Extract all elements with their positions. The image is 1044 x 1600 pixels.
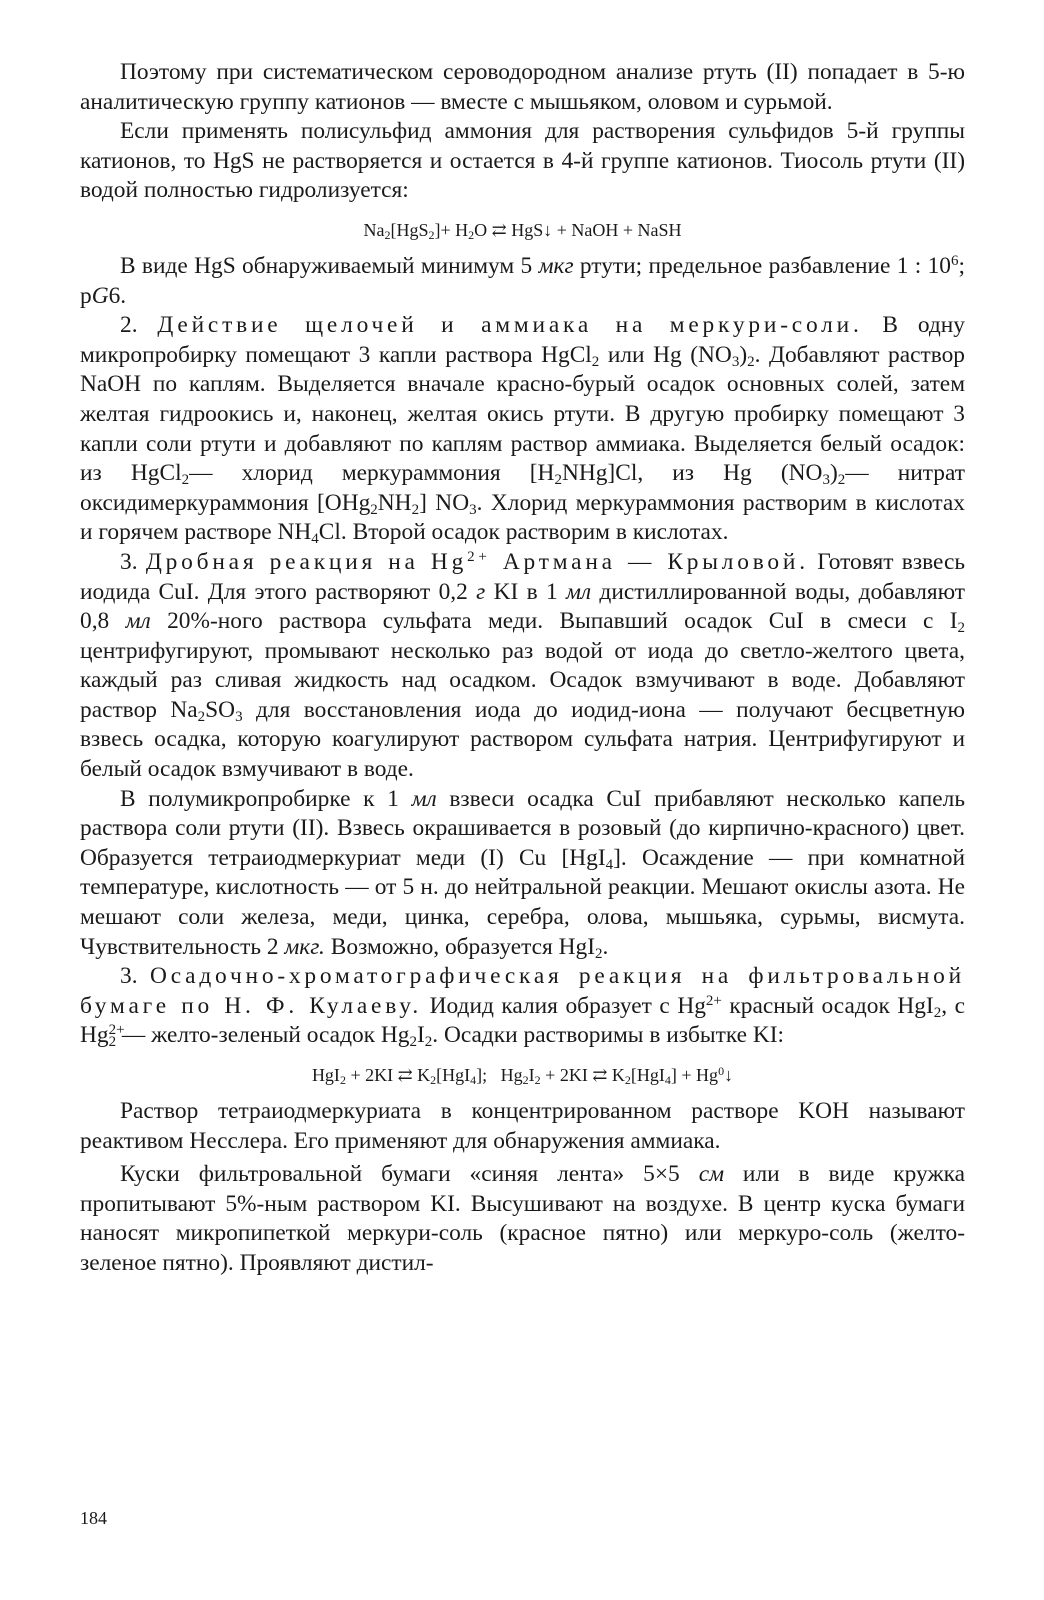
paragraph-hg-group: Поэтому при систематическом сероводородном анализе ртуть (II) попадает в 5-ю аналитическую группу катионов — вместе с мышьяком, оловом и сурьмой.: [80, 59, 965, 115]
equation-thiosalt-hydrolysis: $Na_2[HgS_2]+ H_2O$ ⇄ HgS↓ + NaOH + NaSH: [363, 219, 682, 242]
section-alkali-ammonia: 2. Действие щелочей и аммиака на меркури-соли. В одну микропробирку помещают 3 капли раствора HgCl$_2$ или Hg $(NO_3)_2$. Добавляют раствор NaOH по каплям. Выделяется вначале красно-бурый осадок основных солей, затем желтая гидроокись и, наконец, желтая окись ртути. В другую пробирку помещают 3 капли соли ртути и добавляют по каплям раствор аммиака. Выделяется белый осадок: из HgCl$_2$— хлорид меркураммония $[H_2NHg]Cl$, из Hg $(NO_3)_2—$ нитрат оксидимеркураммония $[OHg_2NH_2]$ $NO_3$. Хлорид меркураммония растворим в кислотах и горячем растворе $NH_4Cl$. Второй осадок растворим в кислотах.: [80, 312, 966, 548]
paragraph-filter-paper: Куски фильтровальной бумаги «синяя лента» 5×5 см или в виде кружка пропитывают 5%-ным раствором KI. Высушивают на воздухе. В центр куска бумаги наносят микропипеткой меркури-соль (красное пятно) или меркуро-соль (желто-зеленое пятно). Проявляют дистил-: [80, 1161, 965, 1276]
section-kulaev: 3. Осадочно-хроматографическая реакция на фильтровальной бумаге по Н. Ф. Кулаеву. Иодид калия образует с $Hg^{2+}$ красный осадок HgI$_2$, с $Hg^{2+}_2$ — желто-зеленый осадок $Hg_2I_2$. Осадки растворимы в избытке KI:: [80, 963, 965, 1051]
paragraph-detection-limit: В виде HgS обнаруживаемый минимум 5 мкг ртути; предельное разбавление 1 : $10^6$; pG6.: [80, 252, 965, 309]
eq1-product: HgS: [511, 219, 544, 240]
section-title: Дробная реакция на $Hg^{2+}$ Артмана — Крыловой.: [145, 548, 809, 575]
section-title: Осадочно-хроматографическая реакция на фильтровальной бумаге по Н. Ф. Кулаеву.: [80, 963, 965, 1019]
eq1-rhs: + NaOH + NaSH: [556, 219, 682, 240]
section-title: Действие щелочей и аммиака на меркури-соли.: [157, 312, 863, 339]
equation-iodide-complex: HgI$_2$ + 2KI ⇄ $K_2[HgI_4]$; $Hg_2I_2 + 2KI$ ⇄ $K_2[HgI_4]$ + $Hg^0↓$: [311, 1064, 734, 1087]
section-artman-krylova: 3. Дробная реакция на $Hg^{2+}$ Артмана — Крыловой. Готовят взвесь иодида CuI. Для этого растворяют 0,2 г KI в 1 мл дистиллированной воды, добавляют 0,8 мл 20%-ного раствора сульфата меди. Выпавший осадок CuI в смеси с $I_2$ центрифугируют, промывают несколько раз водой от иода до светло-желтого цвета, каждый раз сливая жидкость над осадком. Осадок взмучивают в воде. Добавляют раствор $Na_2SO_3$ для восстановления иода до иодид-иона — получают бесцветную взвесь осадка, которую коагулируют раствором сульфата натрия. Центрифугируют и белый осадок взмучивают в воде.: [80, 548, 966, 783]
page-number: 184: [80, 1508, 107, 1528]
paragraph-semimicro: В полумикропробирке к 1 мл взвеси осадка CuI прибавляют несколько капель раствора соли ртути (II). Взвесь окрашивается в розовый (до кирпично-красного) цвет. Образуется тетраиодмеркуриат меди (I) Cu [HgI$_4$]. Осаждение — при комнатной температуре, кислотность — от 5 н. до нейтральной реакции. Мешают окислы азота. Не мешают соли железа, меди, цинка, серебра, олова, мышьяка, сурьмы, висмута. Чувствительность 2 мкг. Возможно, образуется HgI$_2$.: [80, 785, 965, 962]
paragraph-nessler: Раствор тетраиодмеркуриата в концентрированном растворе KOH называют реактивом Несслера. Его применяют для обнаружения аммиака.: [80, 1098, 965, 1154]
eq1-lhs: + H: [440, 219, 469, 240]
page-body: [80, 58, 965, 1279]
paragraph-polysulfide: Если применять полисульфид аммония для растворения сульфидов 5-й группы катионов, то HgS не растворяется и остается в 4-й группе катионов. Тиосоль ртути (II) водой полностью гидролизуется:: [80, 118, 965, 204]
